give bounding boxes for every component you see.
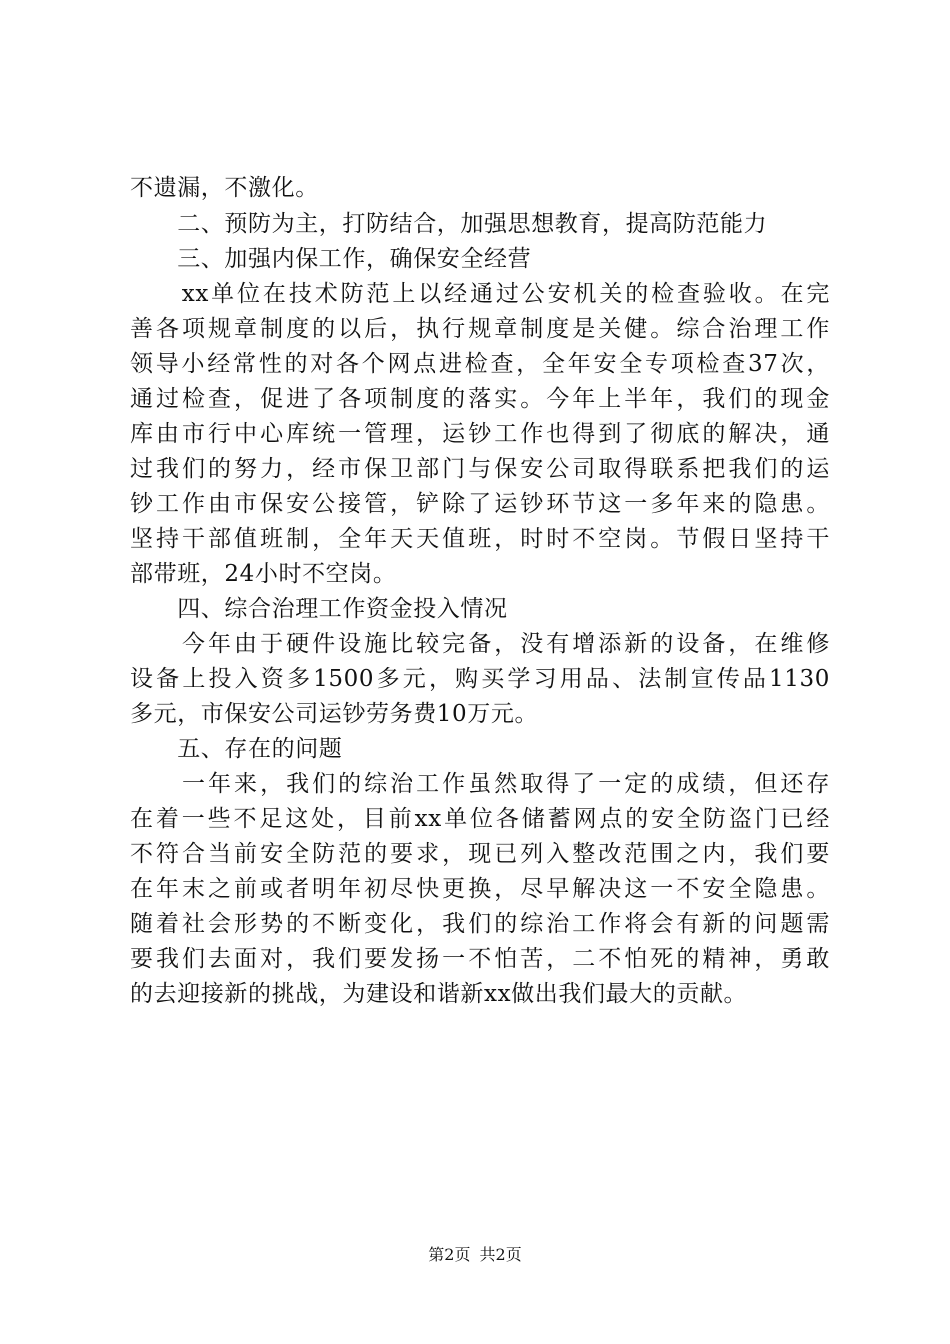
text-line: 设备上投入资多1500多元，购买学习用品、法制宣传品1130 bbox=[130, 666, 830, 692]
page-number: 第2页 bbox=[428, 1245, 471, 1264]
text-line: 一年来，我们的综治工作虽然取得了一定的成绩，但还存 bbox=[130, 771, 830, 797]
text-line: 钞工作由市保安公接管，铲除了运钞环节这一多年来的隐患。 bbox=[130, 491, 830, 517]
text-line: 不遗漏，不激化。 bbox=[130, 175, 319, 201]
page-footer bbox=[0, 1244, 950, 1266]
text-line: 过我们的努力，经市保卫部门与保安公司取得联系把我们的运 bbox=[130, 456, 830, 482]
text-line: 不符合当前安全防范的要求，现已列入整改范围之内，我们要 bbox=[130, 841, 830, 867]
text-line: 通过检查，促进了各项制度的落实。今年上半年，我们的现金 bbox=[130, 386, 830, 412]
text-line: 坚持干部值班制，全年天天值班，时时不空岗。节假日坚持干 bbox=[130, 526, 830, 552]
text-line: 多元，市保安公司运钞劳务费10万元。 bbox=[130, 701, 539, 727]
heading-line: 四、综合治理工作资金投入情况 bbox=[130, 596, 508, 622]
heading-line: 五、存在的问题 bbox=[130, 736, 343, 762]
text-line: 要我们去面对，我们要发扬一不怕苦，二不怕死的精神，勇敢 bbox=[130, 946, 830, 972]
text-line: xx单位在技术防范上以经通过公安机关的检查验收。在完 bbox=[130, 281, 830, 307]
text-line: 善各项规章制度的以后，执行规章制度是关健。综合治理工作 bbox=[130, 316, 830, 342]
text-line: 部带班，24小时不空岗。 bbox=[130, 561, 397, 587]
text-line: 在着一些不足这处，目前xx单位各储蓄网点的安全防盗门已经 bbox=[130, 806, 830, 832]
text-line: 领导小经常性的对各个网点进检查，全年安全专项检查37次， bbox=[130, 351, 830, 377]
text-line: 库由市行中心库统一管理，运钞工作也得到了彻底的解决，通 bbox=[130, 421, 830, 447]
text-line: 今年由于硬件设施比较完备，没有增添新的设备，在维修 bbox=[130, 631, 830, 657]
heading-line: 三、加强内保工作，确保安全经营 bbox=[130, 246, 532, 272]
text-line: 随着社会形势的不断变化，我们的综治工作将会有新的问题需 bbox=[130, 911, 830, 937]
page-total: 共2页 bbox=[479, 1245, 522, 1264]
heading-line: 二、预防为主，打防结合，加强思想教育，提高防范能力 bbox=[130, 211, 768, 237]
text-line: 的去迎接新的挑战，为建设和谐新xx做出我们最大的贡献。 bbox=[130, 981, 748, 1007]
text-line: 在年末之前或者明年初尽快更换，尽早解决这一不安全隐患。 bbox=[130, 876, 830, 902]
